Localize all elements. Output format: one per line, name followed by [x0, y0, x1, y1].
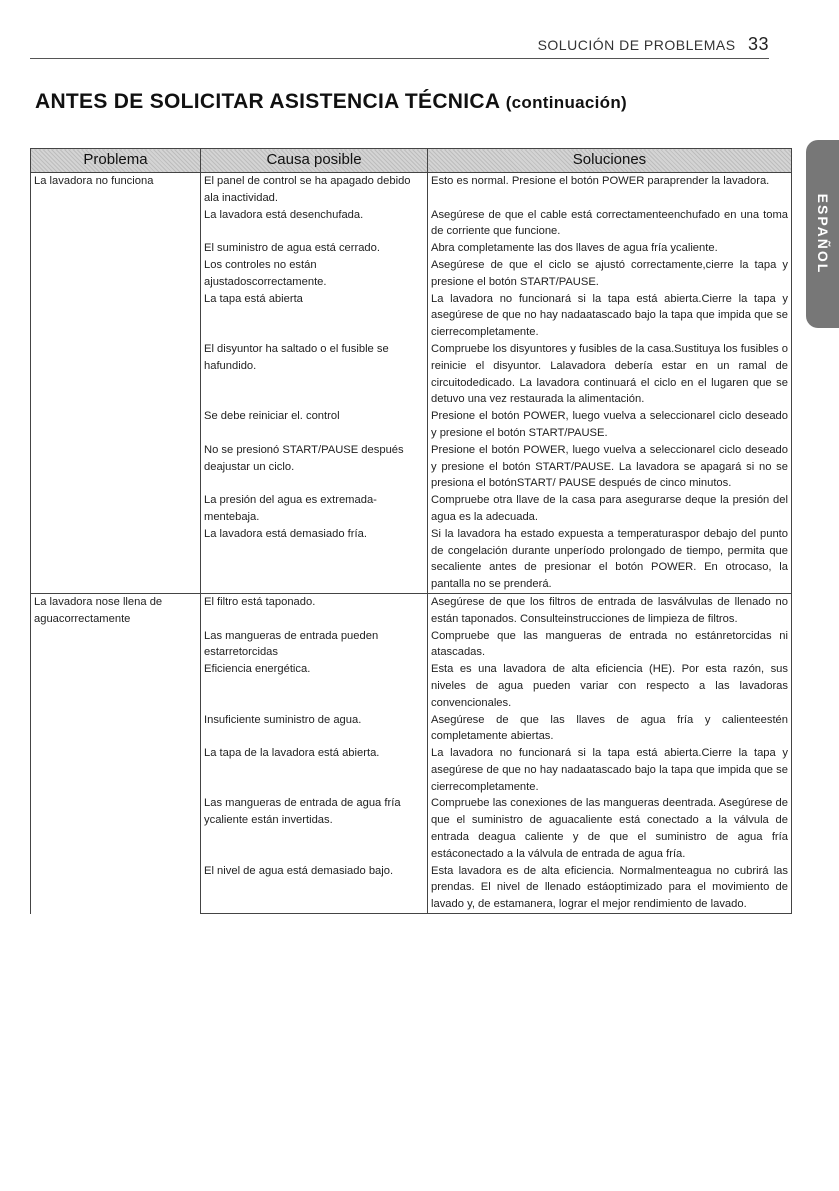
table-row — [31, 593, 792, 627]
solution-cell: Esta lavadora es de alta eficiencia. Normalmenteagua no cubrirá las prendas. El nivel de llenado estáoptimizado para el movimiento de lavado y, de estamanera, lograr el mejor rendimiento de lavado. — [428, 863, 792, 914]
cause-cell: La lavadora está desenchufada. — [201, 207, 428, 241]
page-title — [35, 90, 627, 114]
cause-cell: El filtro está taponado. — [201, 593, 428, 627]
cause-cell: Los controles no están ajustadoscorrectamente. — [201, 257, 428, 291]
problem-cell: La lavadora no funciona — [31, 173, 201, 594]
cause-cell: La presión del agua es extremadamentebaja. — [201, 492, 428, 526]
solution-cell: Asegúrese de que el ciclo se ajustó correctamente,cierre la tapa y presione el botón START/PAUSE. — [428, 257, 792, 291]
troubleshooting-table — [30, 148, 792, 914]
cause-cell: Las mangueras de entrada pueden estarretorcidas — [201, 628, 428, 662]
cause-cell: El nivel de agua está demasiado bajo. — [201, 863, 428, 914]
solution-cell: Compruebe las conexiones de las mangueras deentrada. Asegúrese de que el suministro de aguacaliente está conectado a la válvula de entrada deagua caliente y de que el suministro de agua fría estáconectado a la válvula de entrada de agua fría. — [428, 795, 792, 862]
page-number: 33 — [747, 34, 769, 54]
cause-cell: El panel de control se ha apagado debido ala inactividad. — [201, 173, 428, 207]
solution-cell: Asegúrese de que los filtros de entrada de lasválvulas de llenado no están taponados. Consulteinstrucciones de limpieza de filtros. — [428, 593, 792, 627]
cause-cell: La lavadora está demasiado fría. — [201, 526, 428, 594]
solution-cell: Si la lavadora ha estado expuesta a temperaturaspor debajo del punto de congelación durante unperíodo prolongado de tiempo, permita que secaliente antes de presionar el botón POWER. En otrocaso, la pantalla no se prenderá. — [428, 526, 792, 594]
solution-cell: Compruebe otra llave de la casa para asegurarse deque la presión del agua es la adecuada. — [428, 492, 792, 526]
cause-cell: Las mangueras de entrada de agua fría ycaliente están invertidas. — [201, 795, 428, 862]
language-tab — [806, 140, 839, 328]
solution-cell: Compruebe que las mangueras de entrada no estánretorcidas ni atascadas. — [428, 628, 792, 662]
problem-cell: La lavadora nose llena de aguacorrectamente — [31, 593, 201, 913]
header-rule — [30, 58, 769, 59]
solution-cell: Asegúrese de que el cable está correctamenteenchufado en una toma de corriente que funcione. — [428, 207, 792, 241]
solution-cell: Presione el botón POWER, luego vuelva a seleccionarel ciclo deseado y presione el botón START/PAUSE. La lavadora se apagará si no se presiona el botónSTART/ PAUSE después de cinco minutos. — [428, 442, 792, 492]
title-suffix: (continuación) — [505, 93, 628, 112]
table-row — [31, 173, 792, 207]
header-solutions: Soluciones — [428, 149, 792, 173]
solution-cell: La lavadora no funcionará si la tapa está abierta.Cierre la tapa y asegúrese de que no hay nadaatascado bajo la tapa que impida que se cierrecompletamente. — [428, 745, 792, 795]
solution-cell: La lavadora no funcionará si la tapa está abierta.Cierre la tapa y asegúrese de que no hay nadaatascado bajo la tapa que impida que se cierrecompletamente. — [428, 291, 792, 341]
cause-cell: El disyuntor ha saltado o el fusible se hafundido. — [201, 341, 428, 408]
language-tab-label: ESPAÑOL — [814, 193, 831, 275]
solution-cell: Compruebe los disyuntores y fusibles de la casa.Sustituya los fusibles o reinicie el disyuntor. Lalavadora debería estar en un ramal de circuitodedicado. La lavadora continuará el ciclo en el lugaren que se detuvo una vez restaurada la alimentación. — [428, 341, 792, 408]
solution-cell: Asegúrese de que las llaves de agua fría y calienteestén completamente abiertas. — [428, 712, 792, 746]
cause-cell: No se presionó START/PAUSE después deajustar un ciclo. — [201, 442, 428, 492]
solution-cell: Esto es normal. Presione el botón POWER paraprender la lavadora. — [428, 173, 792, 207]
page-header — [538, 34, 769, 55]
solution-cell: Esta es una lavadora de alta eficiencia (HE). Por esta razón, sus niveles de agua pueden variar con respecto a las lavadoras convencionales. — [428, 661, 792, 711]
cause-cell: Insuficiente suministro de agua. — [201, 712, 428, 746]
header-cause: Causa posible — [201, 149, 428, 173]
cause-cell: La tapa está abierta — [201, 291, 428, 341]
table-header-row — [31, 149, 792, 173]
solution-cell: Abra completamente las dos llaves de agua fría ycaliente. — [428, 240, 792, 257]
title-main: ANTES DE SOLICITAR ASISTENCIA TÉCNICA — [35, 90, 500, 113]
section-label: SOLUCIÓN DE PROBLEMAS — [537, 37, 736, 53]
cause-cell: El suministro de agua está cerrado. — [201, 240, 428, 257]
cause-cell: Eficiencia energética. — [201, 661, 428, 711]
cause-cell: Se debe reiniciar el. control — [201, 408, 428, 442]
header-problem: Problema — [31, 149, 201, 173]
solution-cell: Presione el botón POWER, luego vuelva a seleccionarel ciclo deseado y presione el botón START/PAUSE. — [428, 408, 792, 442]
cause-cell: La tapa de la lavadora está abierta. — [201, 745, 428, 795]
